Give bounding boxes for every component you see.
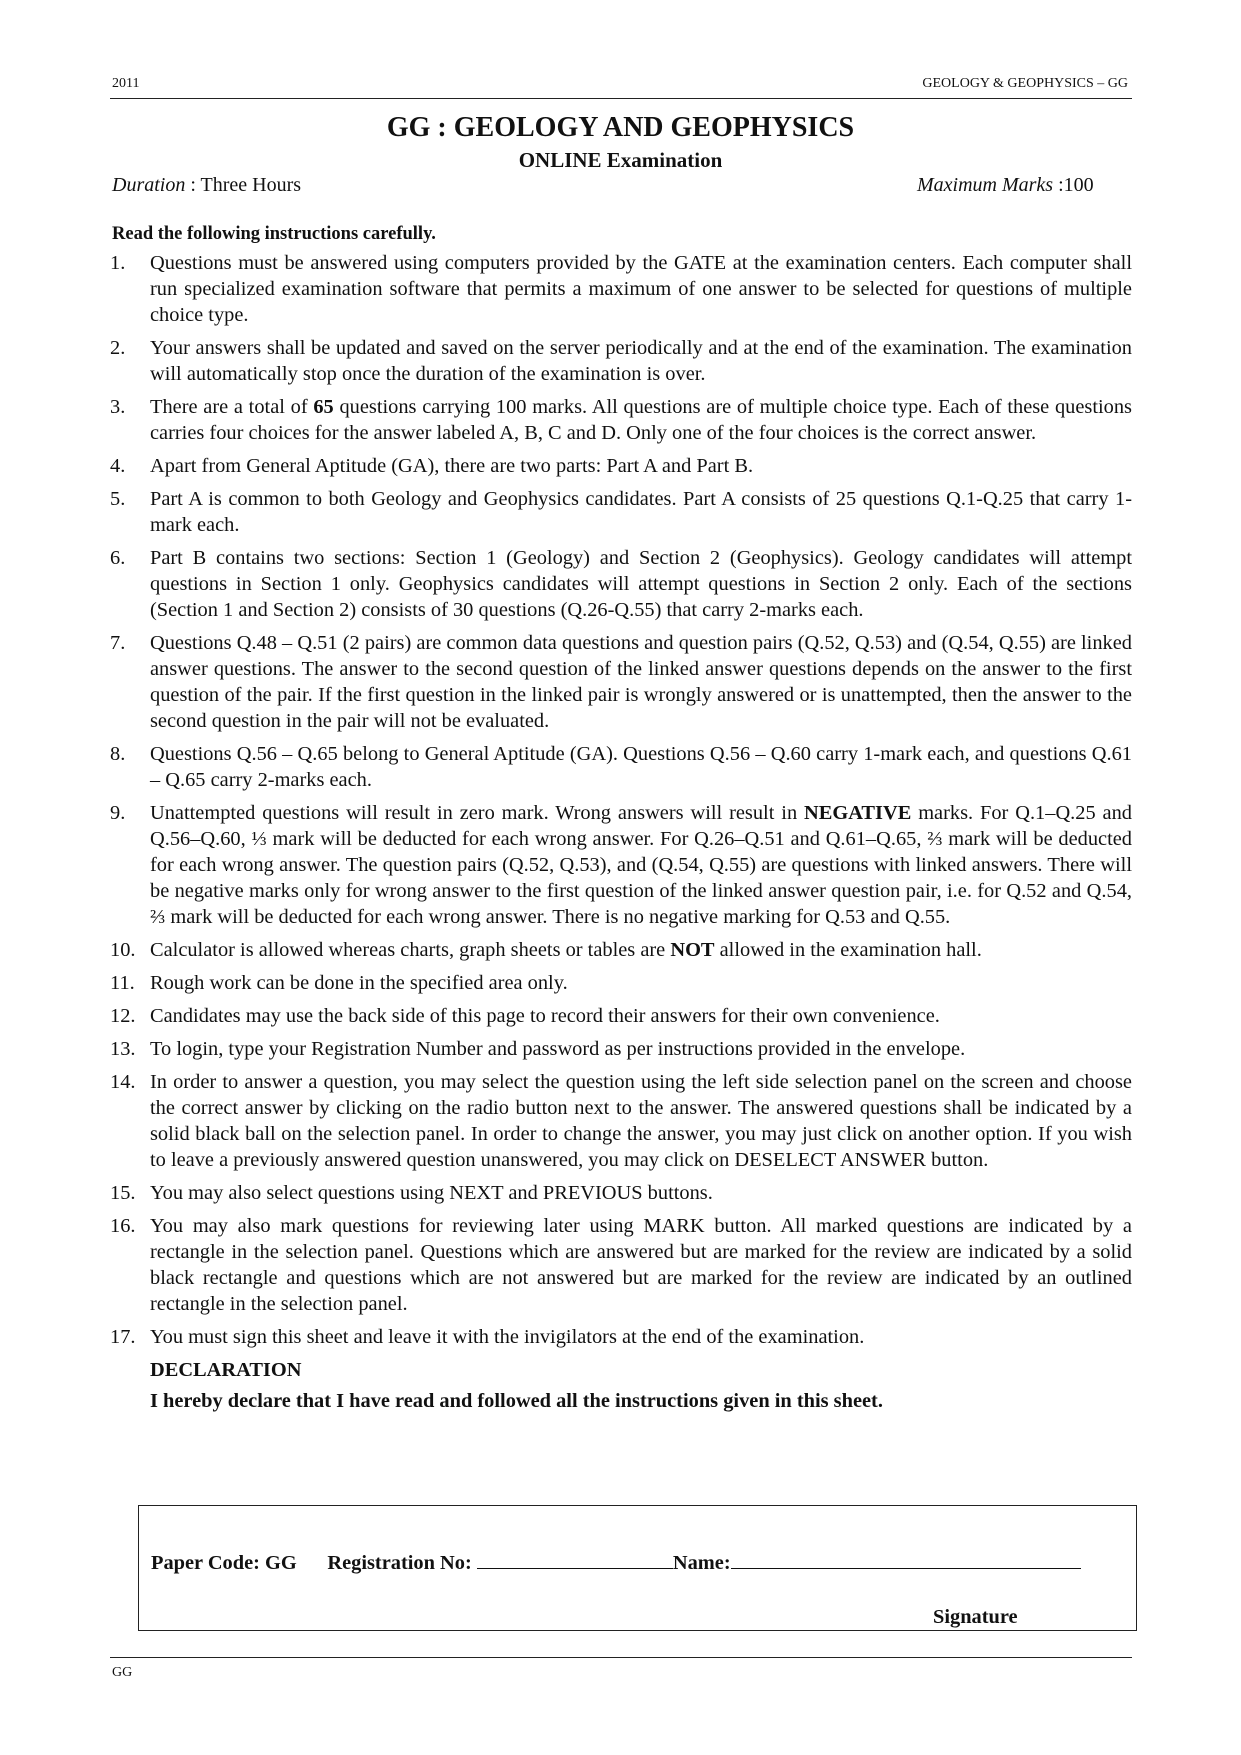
header-year: 2011 (112, 76, 140, 91)
instruction-item (110, 937, 1132, 963)
declaration-statement: I hereby declare that I have read and followed all the instructions given in this sheet. (150, 1390, 883, 1412)
instruction-item (110, 545, 1132, 623)
running-header (110, 76, 1132, 99)
instruction-number: 14. (110, 1071, 136, 1093)
instruction-text: Questions Q.56 – Q.65 belong to General Aptitude (GA). Questions Q.56 – Q.60 carry 1-mark each, and questions Q.61 – Q.65 carry 2-marks each. (150, 743, 1132, 791)
instruction-text: There are a total of (150, 396, 314, 418)
registration-label: Registration No: (327, 1552, 477, 1574)
instruction-text: Part A is common to both Geology and Geophysics candidates. Part A consists of 25 questions Q.1-Q.25 that carry 1-mark each. (150, 488, 1132, 536)
duration (112, 174, 301, 197)
instruction-number: 6. (110, 547, 126, 569)
page-title: GG : GEOLOGY AND GEOPHYSICS (386, 112, 855, 143)
maximum-marks (917, 174, 1094, 197)
instruction-item (110, 453, 1132, 479)
instruction-text: In order to answer a question, you may select the question using the left side selection panel on the screen and choose the correct answer by clicking on the radio button next to the answer. The answered questions shall be indicated by a solid black ball on the selection panel. In order to change the answer, you may just click on another option. If you wish to leave a previously answered question unanswered, you may click on DESELECT ANSWER button. (150, 1071, 1132, 1171)
instruction-number: 17. (110, 1326, 136, 1348)
instruction-text: Unattempted questions will result in zero mark. Wrong answers will result in (150, 802, 805, 824)
instruction-item (110, 335, 1132, 387)
duration-label: Duration (112, 174, 186, 196)
instruction-text: Questions must be answered using computers provided by the GATE at the examination centers. Each computer shall run specialized examination software that permits a maximum of one answer to be selected for questions of multiple choice type. (150, 252, 1132, 326)
instructions-lead: Read the following instructions carefully. (112, 224, 436, 244)
instruction-text: Calculator is allowed whereas charts, graph sheets or tables are (150, 939, 671, 961)
instruction-emphasis: NEGATIVE (804, 802, 912, 824)
instruction-item (110, 630, 1132, 734)
instruction-text: Candidates may use the back side of this page to record their answers for their own convenience. (150, 1005, 940, 1027)
instruction-number: 9. (110, 802, 126, 824)
instruction-number: 13. (110, 1038, 136, 1060)
instruction-text: marks. For Q.1–Q.25 and Q.56–Q.60, ⅓ mark will be deducted for each wrong answer. For Q.26–Q.51 and Q.61–Q.65, ⅔ mark will be deducted for each wrong answer. The question pairs (Q.52, Q.53), and (Q.54, Q.55) are questions with linked answers. There will be negative marks only for wrong answer to the first question of the linked answer question pair, i.e. for Q.52 and Q.54, ⅔ mark will be deducted for each wrong answer. There is no negative marking for Q.53 and Q.55. (150, 802, 1132, 928)
instruction-item (110, 1324, 1132, 1350)
instruction-item (110, 1069, 1132, 1173)
form-row (151, 1548, 1081, 1575)
instruction-number: 12. (110, 1005, 136, 1027)
instruction-text: You may also select questions using NEXT and PREVIOUS buttons. (150, 1182, 713, 1204)
instruction-number: 7. (110, 632, 126, 654)
signature-label: Signature (933, 1606, 1018, 1628)
instruction-item (110, 486, 1132, 538)
instruction-text: You may also mark questions for reviewing later using MARK button. All marked questions are indicated by a rectangle in the selection panel. Questions which are answered but are marked for the review are indicated by a solid black rectangle and questions which are not answered but are marked for the review are indicated by an outlined rectangle in the selection panel. (150, 1215, 1132, 1315)
instruction-number: 3. (110, 396, 126, 418)
name-field[interactable] (731, 1548, 1081, 1569)
instruction-number: 10. (110, 939, 136, 961)
footer-code: GG (112, 1665, 133, 1680)
instruction-emphasis: 65 (313, 396, 334, 418)
registration-field[interactable] (477, 1548, 673, 1569)
duration-value: : Three Hours (185, 174, 302, 196)
instruction-text: Apart from General Aptitude (GA), there are two parts: Part A and Part B. (150, 455, 754, 477)
instruction-item (110, 741, 1132, 793)
instruction-text: Part B contains two sections: Section 1 (Geology) and Section 2 (Geophysics). Geology candidates will attempt questions in Section 1 only. Geophysics candidates will attempt questions in Section 2 only. Each of the sections (Section 1 and Section 2) consists of 30 questions (Q.26-Q.55) that carry 2-marks each. (150, 547, 1132, 621)
instruction-number: 11. (110, 972, 135, 994)
instruction-number: 4. (110, 455, 126, 477)
instruction-item (110, 970, 1132, 996)
instruction-item (110, 1003, 1132, 1029)
instruction-text: You must sign this sheet and leave it with the invigilators at the end of the examination. (150, 1326, 865, 1348)
instruction-text: Questions Q.48 – Q.51 (2 pairs) are common data questions and question pairs (Q.52, Q.53) and (Q.54, Q.55) are linked answer questions. The answer to the second question of the linked answer questions depends on the answer to the first question of the pair. If the first question in the linked pair is wrongly answered or is unattempted, then the answer to the second question in the pair will not be evaluated. (150, 632, 1132, 732)
instruction-number: 1. (110, 252, 126, 274)
instruction-number: 15. (110, 1182, 136, 1204)
instruction-number: 2. (110, 337, 126, 359)
instruction-number: 8. (110, 743, 126, 765)
name-label: Name: (672, 1552, 731, 1574)
instruction-item (110, 1180, 1132, 1206)
instruction-item (110, 250, 1132, 328)
max-marks-label: Maximum Marks (917, 174, 1054, 196)
instruction-emphasis: NOT (670, 939, 715, 961)
max-marks-value: :100 (1053, 174, 1094, 196)
instruction-number: 16. (110, 1215, 136, 1237)
declaration-heading: DECLARATION (150, 1359, 302, 1381)
instruction-item (110, 800, 1132, 930)
footer-rule (110, 1657, 1132, 1658)
page-subtitle: ONLINE Examination (518, 148, 723, 172)
instruction-item (110, 394, 1132, 446)
instructions-list (110, 250, 1132, 1357)
instruction-text: questions carrying 100 marks. All questions are of multiple choice type. Each of these questions carries four choices for the answer labeled A, B, C and D. Only one of the four choices is the correct answer. (150, 396, 1132, 444)
instruction-item (110, 1036, 1132, 1062)
instruction-text: To login, type your Registration Number and password as per instructions provided in the envelope. (150, 1038, 966, 1060)
instruction-item (110, 1213, 1132, 1317)
instruction-text: allowed in the examination hall. (714, 939, 982, 961)
instruction-number: 5. (110, 488, 126, 510)
paper-code-label: Paper Code: GG (151, 1552, 297, 1574)
header-subject: GEOLOGY & GEOPHYSICS – GG (922, 76, 1128, 91)
instruction-text: Rough work can be done in the specified area only. (150, 972, 568, 994)
instruction-text: Your answers shall be updated and saved on the server periodically and at the end of the examination. The examination will automatically stop once the duration of the examination is over. (150, 337, 1132, 385)
declaration-form (138, 1505, 1137, 1631)
